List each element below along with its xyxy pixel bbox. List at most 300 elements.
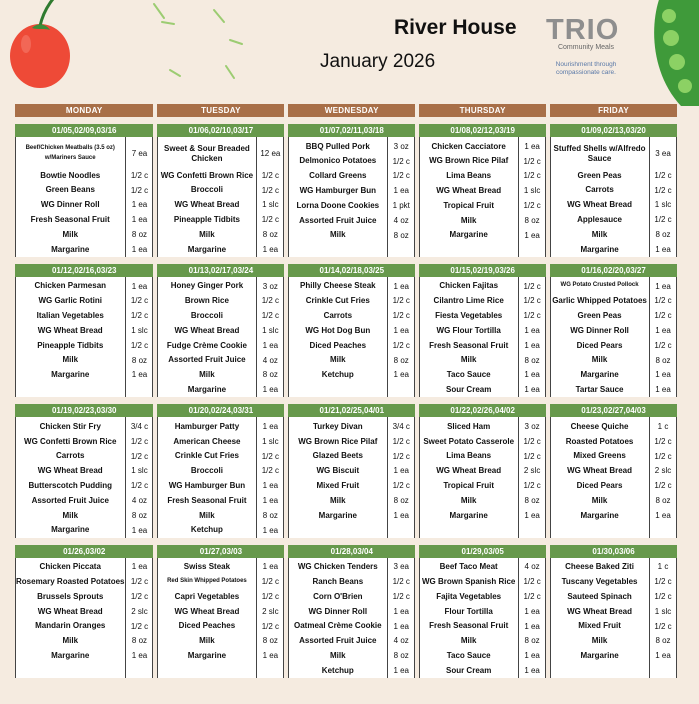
menu-item-qty: 1 ea [131,525,148,535]
menu-item-name: Cilantro Lime Rice [433,296,504,306]
menu-item-row [158,183,283,198]
logo-subtitle: Community Meals [557,44,614,51]
menu-item-name: Brussels Sprouts [37,591,104,601]
menu-item-qty: 8 oz [131,230,148,240]
menu-item-row [158,279,283,294]
menu-item-name: Fiesta Vegetables [435,311,503,321]
menu-item-name: Tropical Fruit [443,480,494,490]
menu-item-name: Chicken Cacciatore [431,141,506,151]
menu-item-name: Green Peas [577,311,622,321]
menu-item-qty: 1 ea [262,340,279,350]
menu-item-row [16,464,152,479]
menu-item-row [16,419,152,434]
menu-item-name: Tartar Sauce [575,385,624,394]
menu-item-qty: 1 ea [262,422,279,432]
menu-item-qty: 12 ea [260,149,281,158]
menu-item-name: Chicken Parmesan [34,281,107,291]
menu-item-name: Milk [330,355,346,365]
menu-item-row [289,449,414,464]
menu-item-qty: 8 oz [393,355,409,365]
menu-item-qty: 1/2 c [130,296,149,306]
menu-item-name: Diced Peaches [178,621,236,631]
menu-item-row [551,589,676,604]
menu-item-name: Pineapple Tidbits [37,340,104,350]
menu-item-row [16,353,152,368]
menu-item-name: Margarine [51,650,90,660]
menu-item-qty: 1/2 c [523,201,541,211]
menu-item-name: Capri Vegetables [174,591,240,601]
menu-item-name: Mixed Fruit [316,480,360,490]
menu-item-name: Fresh Seasonal Fruit [30,215,110,225]
date-bar: 01/30,03/06 [550,545,677,558]
menu-item-row [158,323,283,338]
menu-item-qty: 1 slc [262,436,279,446]
date-bar: 01/13,02/17,03/24 [157,264,284,277]
menu-item-name: WG Wheat Bread [436,466,502,476]
day-cell [550,545,677,678]
menu-item-row [420,493,545,508]
menu-item-row [16,434,152,449]
menu-item-name: Fresh Seasonal Fruit [429,340,509,350]
menu-item-name: Taco Sauce [446,370,491,380]
pea-pod-illustration [647,0,699,106]
menu-item-qty: 1 pkt [392,201,410,211]
day-cell [15,404,153,537]
day-cell [419,545,546,678]
menu-items [288,417,415,537]
menu-item-name: Bowtie Noodles [40,170,101,180]
menu-item-qty: 8 oz [131,510,148,520]
menu-item-row [158,619,283,634]
menu-item-qty: 1/2 c [130,592,149,602]
menu-item-name: Tropical Fruit [443,200,494,210]
menu-item-qty: 1 ea [524,651,540,661]
menu-item-qty: 1/2 c [523,171,541,181]
menu-item-row [16,338,152,353]
menu-item-qty: 8 oz [524,355,540,365]
menu-item-row [551,198,676,213]
menu-items [157,137,284,257]
menu-item-row [16,139,152,168]
menu-item-name: Lima Beans [446,171,492,181]
menu-item-name: Margarine [580,244,619,254]
menu-item-name: Assorted Fruit Juice [168,355,246,365]
day-header-friday: FRIDAY [550,104,677,117]
menu-item-name: Sour Cream [445,665,492,675]
menu-item-qty: 1 ea [524,230,540,240]
menu-item-name: Turkey Divan [312,421,363,431]
menu-item-row [158,508,283,523]
menu-item-name: Glazed Beets [312,451,363,461]
menu-item-name: Milk [460,495,477,505]
menu-item-name: Diced Pears [576,340,623,350]
menu-item-qty: 1 slc [654,606,672,616]
menu-items [419,277,546,397]
menu-item-qty: 1 ea [262,481,279,491]
menu-item-name: Butterscotch Pudding [28,480,113,490]
menu-item-name: Mixed Fruit [578,621,621,631]
menu-item-qty: 8 oz [393,496,409,506]
menu-item-row [16,168,152,183]
menu-item-row [551,227,676,242]
menu-item-row [551,368,676,383]
menu-item-row [420,353,545,368]
menu-item-qty: 8 oz [655,355,671,365]
menu-item-name: Fresh Seasonal Fruit [167,495,247,505]
menu-item-row [158,560,283,575]
menu-item-name: BBQ Pulled Pork [305,141,370,151]
menu-item-qty: 1/2 c [392,156,410,166]
menu-item-qty: 1 ea [655,244,671,254]
menu-item-qty: 1/2 c [130,577,149,587]
menu-item-qty: 2 slc [654,466,672,476]
menu-item-name: Sweet & Sour Breaded Chicken [164,144,250,163]
menu-item-row [158,589,283,604]
menu-item-name: Italian Vegetables [36,311,104,321]
menu-item-name: Mixed Greens [573,451,626,461]
menu-item-qty: 1/2 c [392,577,410,587]
menu-item-qty: 4 oz [393,215,409,225]
menu-item-qty: 1 ea [131,651,148,661]
day-cell [288,404,415,537]
sparkle-lines [140,0,260,90]
menu-item-name: Carrots [56,451,85,461]
menu-item-name: Ketchup [321,370,354,380]
menu-item-row [16,619,152,634]
menu-item-row [158,604,283,619]
menu-items [157,558,284,678]
menu-item-qty: 1 ea [131,370,148,380]
menu-item-name: Milk [330,650,346,660]
menu-item-name: WG Wheat Bread [37,325,103,335]
menu-item-row [16,279,152,294]
logo-wordmark: TRIO [546,14,620,46]
menu-item-qty: 2 slc [523,466,541,476]
menu-item-qty: 1/2 c [654,621,672,631]
menu-item-name: Lorna Doone Cookies [296,200,380,210]
menu-item-name: Milk [62,229,79,239]
menu-item-row [158,338,283,353]
day-header-thursday: THURSDAY [419,104,546,117]
menu-item-qty: 1 ea [655,370,671,380]
menu-item-name: Chicken Stir Fry [39,421,101,431]
menu-item-qty: 1 slc [654,200,672,210]
menu-item-qty: 1/2 c [523,592,541,602]
menu-item-row [158,353,283,368]
menu-item-qty: 8 oz [393,230,409,240]
menu-item-name: Milk [591,636,608,646]
menu-item-qty: 1/2 c [654,311,672,321]
menu-item-qty: 8 oz [393,651,409,661]
menu-item-row [289,213,414,228]
menu-items [550,137,677,257]
menu-item-name: Margarine [51,244,90,254]
menu-item-name: Milk [62,636,79,646]
date-bar: 01/26,03/02 [15,545,153,558]
menu-item-row [289,619,414,634]
menu-item-qty: 1/2 c [654,170,672,180]
menu-item-qty: 1 ea [393,666,410,675]
menu-item-name: Honey Ginger Pork [170,281,244,291]
menu-item-row [16,604,152,619]
menu-item-qty: 8 oz [524,215,540,225]
menu-item-row [420,434,545,449]
menu-items [550,277,677,397]
menu-item-name: Red Skin Whipped Potatoes [167,577,247,584]
day-cell [288,124,415,257]
menu-item-row [289,604,414,619]
menu-item-name: Milk [199,370,215,380]
logo-tagline: Nourishment through compassionate care. [555,61,617,76]
menu-items [15,417,153,537]
menu-item-row [158,574,283,589]
menu-item-name: Margarine [187,385,227,394]
day-cell [157,124,284,257]
menu-item-name: WG Confetti Brown Rice [24,436,117,446]
menu-item-name: WG Wheat Bread [174,606,240,616]
menu-item-qty: 1/2 c [392,296,410,306]
menu-item-name: Collard Greens [309,171,367,181]
menu-item-name: Taco Sauce [446,650,491,660]
menu-item-name: WG Dinner Roll [570,325,629,335]
menu-item-row [420,449,545,464]
menu-item-qty: 1 ea [655,385,671,395]
menu-item-row [420,560,545,575]
menu-item-name: Stuffed Shells w/Alfredo Sauce [553,144,646,163]
menu-item-name: WG Wheat Bread [436,186,502,196]
menu-item-row [551,648,676,663]
menu-item-name: WG Hamburger Bun [299,186,377,196]
date-bar: 01/28,03/04 [288,545,415,558]
menu-item-row [16,183,152,198]
menu-items [15,277,153,397]
menu-item-qty: 1/2 c [654,481,672,491]
menu-item-row [16,449,152,464]
menu-item-name: WG Garlic Rotini [38,296,103,306]
menu-item-qty: 1/2 c [523,451,541,461]
menu-item-row [16,308,152,323]
menu-item-qty: 1/2 c [261,296,280,306]
menu-item-qty: 8 oz [262,230,278,240]
menu-item-row [289,308,414,323]
menu-item-qty: 8 oz [131,355,148,365]
menu-item-row [289,663,414,678]
menu-item-row [551,212,676,227]
menu-item-name: Broccoli [190,466,223,476]
trio-logo [546,16,626,77]
menu-item-row [551,382,676,397]
menu-item-qty: 1 ea [655,281,671,291]
menu-item-row [551,619,676,634]
menu-item-name: Fajita Vegetables [436,591,502,601]
menu-item-row [16,368,152,383]
menu-item-row [420,294,545,309]
menu-item-qty: 1/2 c [523,281,541,291]
menu-item-qty: 1/2 c [392,481,410,491]
menu-item-name: Ranch Beans [312,576,364,586]
menu-item-name: Assorted Fruit Juice [31,495,109,505]
day-cell [157,545,284,678]
menu-item-row [420,183,545,198]
menu-item-name: Diced Pears [576,480,623,490]
menu-item-name: WG Dinner Roll [40,200,100,210]
menu-item-name: Margarine [187,650,227,660]
menu-item-qty: 1 ea [524,385,540,395]
menu-items [15,137,153,257]
menu-item-row [289,279,414,294]
menu-item-row [158,493,283,508]
day-cell [550,404,677,537]
page-title: River House [394,16,517,39]
menu-item-qty: 1 ea [262,385,279,395]
menu-item-qty: 1 ea [393,186,410,196]
menu-item-row [420,464,545,479]
menu-item-row [551,323,676,338]
menu-item-row [420,198,545,213]
menu-item-row [551,493,676,508]
menu-item-qty: 1/2 c [392,592,410,602]
menu-item-qty: 1 ea [393,621,410,631]
menu-item-name: WG Hot Dog Bun [305,325,371,335]
date-bar: 01/15,02/19,03/26 [419,264,546,277]
menu-item-name: Sauteed Spinach [567,591,632,601]
menu-item-name: Crinkle Cut Fries [305,296,370,306]
menu-item-name: Cheese Baked Ziti [565,562,635,572]
menu-item-name: Broccoli [190,185,223,195]
menu-item-row [158,368,283,383]
menu-item-name: WG Hamburger Bun [168,480,246,490]
menu-item-row [551,183,676,198]
day-cell [157,264,284,397]
menu-item-qty: 1/2 c [392,451,410,461]
menu-item-row [551,353,676,368]
day-cell [157,404,284,537]
menu-item-name: Ketchup [190,525,223,535]
menu-item-qty: 1/2 c [261,311,280,321]
menu-item-qty: 1 ea [524,621,540,631]
menu-item-qty: 1 ea [655,651,671,661]
menu-item-qty: 4 oz [524,562,540,572]
menu-item-name: Philly Cheese Steak [300,281,376,291]
menu-item-qty: 1/2 c [261,577,280,587]
menu-item-name: Carrots [585,185,614,195]
menu-item-name: Corn O'Brien [313,591,363,601]
day-cell [288,264,415,397]
menu-item-row [16,523,152,538]
menu-item-qty: 1/2 c [654,185,672,195]
menu-item-row [16,648,152,663]
date-bar: 01/19,02/23,03/30 [15,404,153,417]
menu-item-qty: 1/2 c [130,451,149,461]
menu-item-qty: 1/2 c [654,340,672,350]
menu-item-qty: 8 oz [524,496,540,506]
menu-items [157,417,284,537]
menu-item-name: Margarine [580,510,619,520]
menu-item-row [551,508,676,523]
day-cell [15,264,153,397]
menu-item-row [158,419,283,434]
menu-item-row [158,198,283,213]
menu-item-qty: 8 oz [131,636,148,646]
menu-item-qty: 1/2 c [654,296,672,306]
menu-item-name: Rosemary Roasted Potatoes [16,576,125,586]
menu-item-name: WG Wheat Bread [567,466,632,476]
menu-items [15,558,153,678]
menu-items [288,558,415,678]
menu-item-row [551,449,676,464]
menu-item-name: Pineapple Tidbits [173,215,240,225]
menu-item-qty: 1 ea [524,606,540,616]
menu-item-qty: 1 slc [131,326,148,336]
menu-item-row [158,523,283,538]
menu-item-row [158,168,283,183]
menu-item-row [289,368,414,383]
menu-item-qty: 1/2 c [523,311,541,321]
menu-item-qty: 1/2 c [130,481,149,491]
menu-item-row [158,478,283,493]
menu-item-qty: 1 c [657,422,669,432]
menu-item-qty: 3/4 c [130,422,149,432]
menu-item-name: Tuscany Vegetables [561,576,638,586]
menu-item-name: Chicken Fajitas [439,281,499,291]
menu-items [550,558,677,678]
menu-item-name: WG Brown Spanish Rice [422,576,516,586]
menu-item-qty: 1 ea [655,510,671,520]
menu-item-qty: 1/2 c [130,311,149,321]
menu-item-qty: 3/4 c [392,422,410,432]
menu-item-qty: 1 ea [393,510,410,520]
date-bar: 01/12,02/16,03/23 [15,264,153,277]
menu-item-qty: 8 oz [262,370,278,380]
menu-item-name: American Cheese [173,436,241,446]
menu-item-qty: 1 ea [262,651,279,661]
date-bar: 01/07,02/11,03/18 [288,124,415,137]
menu-item-qty: 1 ea [131,281,148,291]
date-bar: 01/05,02/09,03/16 [15,124,153,137]
menu-item-qty: 8 oz [655,496,671,506]
menu-item-name: Milk [460,215,477,225]
day-cell [550,124,677,257]
menu-item-qty: 8 oz [262,510,278,520]
menu-item-qty: 3 ea [393,562,410,572]
menu-item-name: Sweet Potato Casserole [423,436,515,446]
menu-items [419,417,546,537]
menu-item-qty: 1/2 c [654,451,672,461]
day-cell [419,404,546,537]
menu-item-qty: 4 oz [262,355,278,365]
menu-item-qty: 1/2 c [392,436,410,446]
menu-item-qty: 1 ea [131,200,148,210]
menu-item-name: Fresh Seasonal Fruit [429,621,509,631]
menu-item-name: WG Dinner Roll [308,606,368,616]
menu-item-qty: 3 oz [262,281,278,291]
menu-item-row [420,589,545,604]
menu-item-qty: 1/2 c [392,340,410,350]
menu-item-row [420,604,545,619]
menu-item-row [289,464,414,479]
menu-item-name: Margarine [51,370,90,380]
day-cell [15,545,153,678]
menu-item-name: Beef Taco Meat [439,562,498,572]
date-bar: 01/06,02/10,03/17 [157,124,284,137]
menu-item-row [420,663,545,678]
menu-item-row [420,279,545,294]
menu-item-qty: 1 ea [131,215,148,225]
menu-item-qty: 1/2 c [130,621,149,631]
menu-item-name: Brown Rice [184,296,229,306]
tomato-illustration [14,0,72,90]
menu-item-name: WG Brown Rice Pilaf [429,156,509,166]
